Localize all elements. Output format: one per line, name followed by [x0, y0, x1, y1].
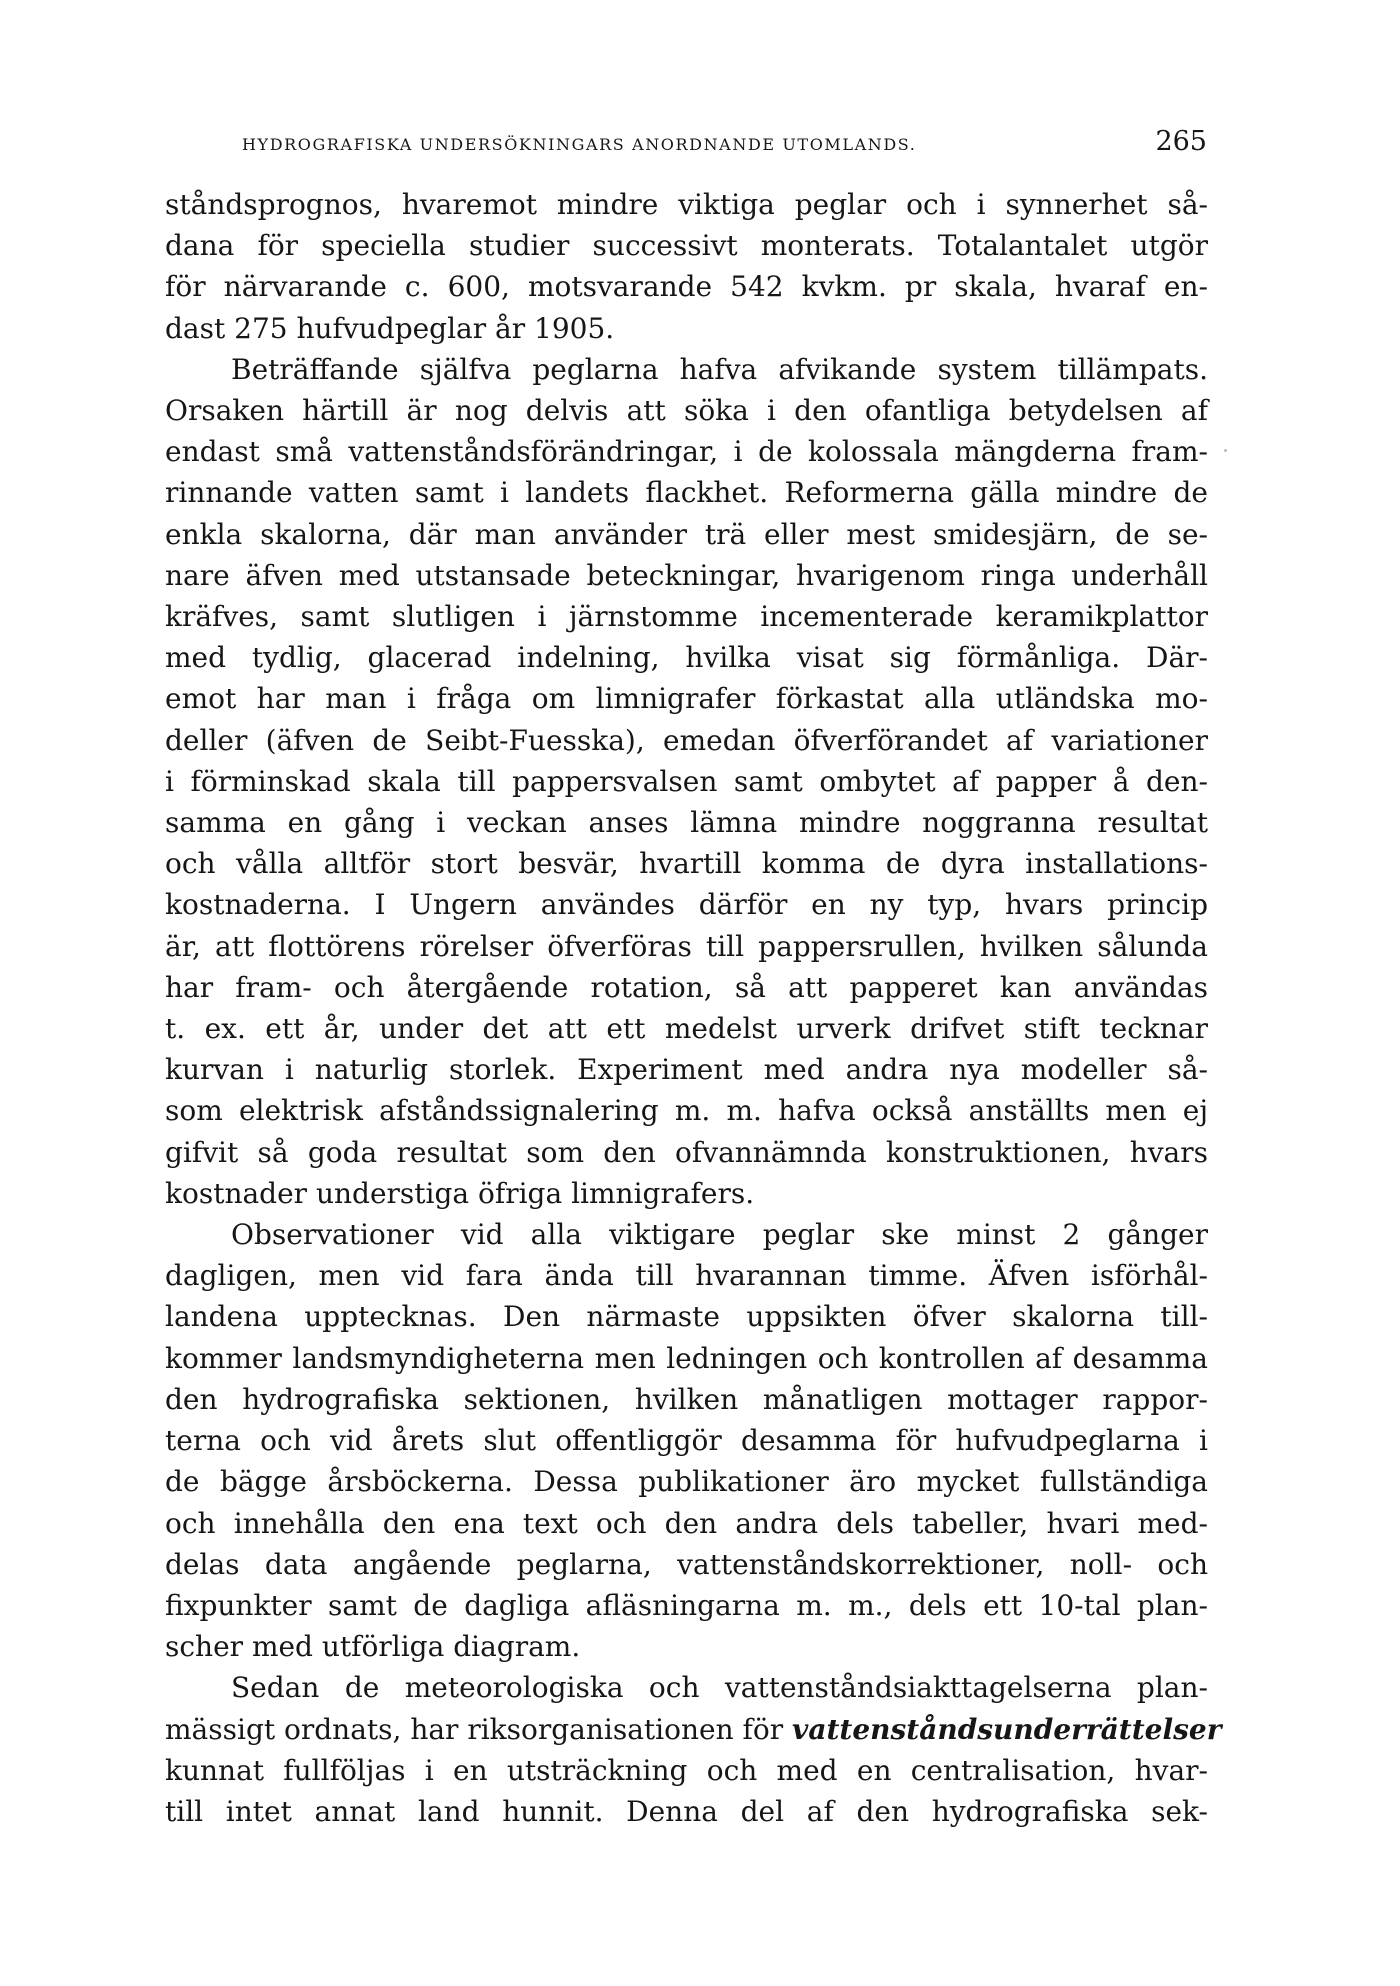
body-text	[165, 184, 1222, 1832]
text-line: kostnaderna. I Ungern användes därför en ny typ, hvars princip	[165, 888, 1208, 922]
text-line: landena upptecknas. Den närmaste uppsikten öfver skalorna till-	[165, 1300, 1208, 1334]
text-line: scher med utförliga diagram.	[165, 1630, 581, 1664]
text-line: Sedan de meteorologiska och vattenståndsiakttagelserna plan-	[231, 1671, 1208, 1705]
text-line: de bägge årsböckerna. Dessa publikationer äro mycket fullständiga	[165, 1465, 1208, 1499]
text-line: terna och vid årets slut offentliggör desamma för hufvudpeglarna i	[165, 1424, 1208, 1458]
text-line: emot har man i fråga om limnigrafer förkastat alla utländska mo-	[165, 682, 1208, 716]
italic-term: vattenståndsunderrättelser	[792, 1712, 1222, 1746]
text-line: enkla skalorna, där man använder trä eller mest smidesjärn, de se-	[165, 517, 1208, 551]
text-line: dana för speciella studier successivt monterats. Totalantalet utgör	[165, 229, 1208, 263]
text-line: nare äfven med utstansade beteckningar, hvarigenom ringa underhåll	[165, 558, 1208, 592]
text-line: har fram- och återgående rotation, så att papperet kan användas	[165, 970, 1208, 1004]
text-line: samma en gång i veckan anses lämna mindre noggranna resultat	[165, 806, 1208, 840]
text-line: är, att flottörens rörelser öfverföras till pappersrullen, hvilken sålunda	[165, 929, 1208, 963]
text-line: kommer landsmyndigheterna men ledningen och kontrollen af desamma	[165, 1341, 1208, 1375]
text-line: deller (äfven de Seibt-Fuesska), emedan öfverförandet af variationer	[165, 723, 1208, 757]
text-line: dagligen, men vid fara ända till hvarannan timme. Äfven isförhål-	[165, 1259, 1208, 1293]
paragraph	[165, 184, 1208, 349]
running-header	[242, 126, 1207, 157]
text-line: och vålla alltför stort besvär, hvartill komma de dyra installations-	[165, 847, 1208, 881]
text-line: till intet annat land hunnit. Denna del af den hydrografiska sek-	[165, 1794, 1208, 1828]
text-line: fixpunkter samt de dagliga afläsningarna m. m., dels ett 10-tal plan-	[165, 1588, 1208, 1622]
text-line: ståndsprognos, hvaremot mindre viktiga peglar och i synnerhet så-	[165, 188, 1208, 221]
text-line: och innehålla den ena text och den andra dels tabeller, hvari med-	[165, 1506, 1208, 1540]
text-line: kunnat fullföljas i en utsträckning och med en centralisation, hvar-	[165, 1753, 1208, 1787]
page-number: 265	[1155, 126, 1207, 157]
text-line: delas data angående peglarna, vattenståndskorrektioner, noll- och	[165, 1547, 1208, 1581]
scan-speck	[1224, 449, 1227, 452]
paragraph	[165, 1214, 1208, 1667]
text-line: dast 275 hufvudpeglar år 1905.	[165, 311, 615, 345]
text-line: i förminskad skala till pappersvalsen samt ombytet af papper å den-	[165, 764, 1208, 798]
text-line: rinnande vatten samt i landets flackhet. Reformerna gälla mindre de	[165, 476, 1208, 510]
text-line: den hydrografiska sektionen, hvilken månatligen mottager rappor-	[165, 1382, 1208, 1416]
text-line: Observationer vid alla viktigare peglar ske minst 2 gånger	[231, 1218, 1208, 1252]
text-line: för närvarande c. 600, motsvarande 542 kvkm. pr skala, hvaraf en-	[165, 270, 1208, 304]
text-line: kostnader understiga öfriga limnigrafers.	[165, 1176, 755, 1210]
text-line: endast små vattenståndsförändringar, i de kolossala mängderna fram-	[165, 435, 1208, 469]
text-line: som elektrisk afståndssignalering m. m. hafva också anställts men ej	[165, 1094, 1208, 1128]
text-line	[165, 1709, 1222, 1750]
header-title: HYDROGRAFISKA UNDERSÖKNINGARS ANORDNANDE UTOMLANDS.	[242, 135, 917, 154]
paragraph	[165, 1667, 1222, 1832]
text-line: kräfves, samt slutligen i järnstomme incementerade keramikplattor	[165, 600, 1208, 634]
text-line: gifvit så goda resultat som den ofvannämnda konstruktionen, hvars	[165, 1135, 1208, 1169]
text-segment: mässigt ordnats, har riksorganisationen för	[165, 1712, 793, 1746]
text-line: kurvan i naturlig storlek. Experiment med andra nya modeller så-	[165, 1053, 1208, 1087]
paragraph	[165, 349, 1208, 1214]
text-line: med tydlig, glacerad indelning, hvilka visat sig förmånliga. Där-	[165, 641, 1208, 675]
text-line: t. ex. ett år, under det att ett medelst urverk drifvet stift tecknar	[165, 1012, 1208, 1046]
text-line: Beträffande själfva peglarna hafva afvikande system tillämpats.	[231, 352, 1208, 386]
text-line: Orsaken härtill är nog delvis att söka i den ofantliga betydelsen af	[165, 394, 1208, 428]
